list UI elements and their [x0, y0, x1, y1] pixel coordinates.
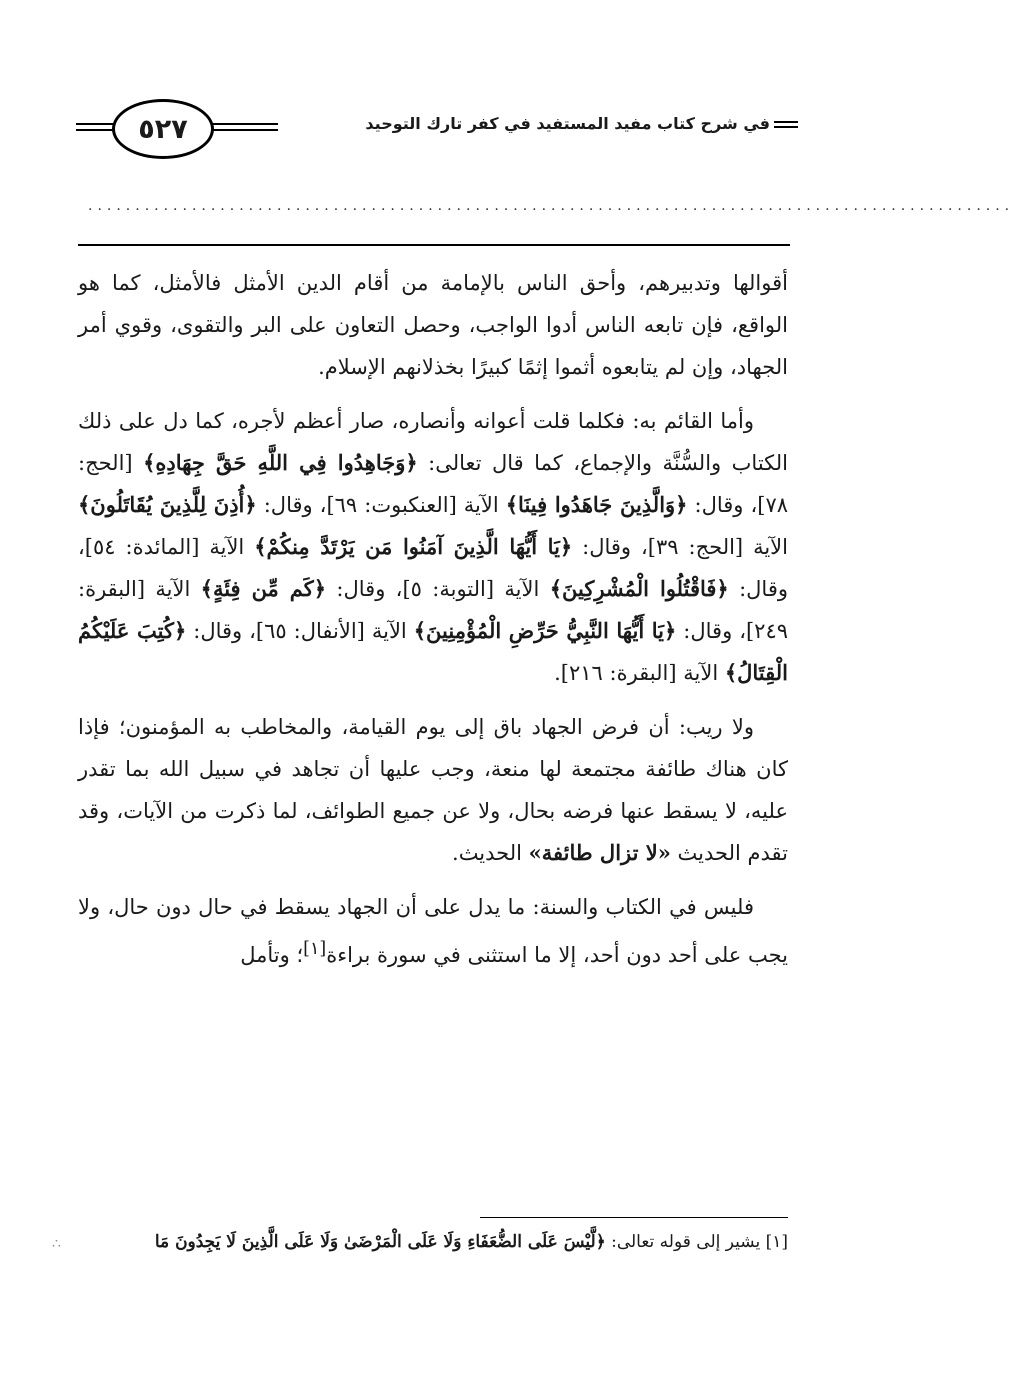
quran-quote: ﴿وَجَاهِدُوا فِي اللَّهِ حَقَّ جِهَادِهِ﴾	[143, 450, 418, 475]
quran-quote: ﴿وَالَّذِينَ جَاهَدُوا فِينَا﴾	[505, 492, 688, 517]
footnote	[78, 1226, 788, 1258]
paragraph	[78, 886, 788, 976]
text-run: فليس في الكتاب والسنة: ما يدل على أن الجهاد يسقط في حال دون حال، ولا يجب على أحد دون أحد، إلا ما استثنى في سورة براءة	[78, 895, 788, 967]
paragraph	[78, 400, 788, 694]
footnote-quote: ﴿لَّيْسَ عَلَى الضُّعَفَاءِ وَلَا عَلَى الْمَرْضَىٰ وَلَا عَلَى الَّذِينَ لَا يَجِدُونَ مَا	[154, 1232, 606, 1252]
running-title	[365, 114, 798, 133]
text-run: [الحج: ٧٨]، وقال:	[78, 451, 789, 517]
quran-quote: ﴿كُتِبَ عَلَيْكُمُ الْقِتَالُ﴾	[78, 618, 788, 685]
paragraph	[78, 706, 788, 874]
quran-quote: «لا تزال طائفة»	[528, 840, 671, 865]
footnote-rule	[480, 1217, 788, 1218]
margin-mark: ∴	[52, 1236, 61, 1252]
ornament-line-right	[208, 123, 278, 131]
text-run: الآية [الأنفال: ٦٥]، وقال:	[186, 619, 414, 643]
quran-quote: ﴿أُذِنَ لِلَّذِينَ يُقَاتَلُونَ﴾	[78, 492, 257, 517]
footnote-ref: [١]	[303, 939, 327, 959]
page-number-ornament	[68, 92, 278, 164]
dotted-separator: ..................................................................................................	[88, 198, 1014, 214]
text-run: الآية [الحج: ٣٩]، وقال:	[572, 535, 788, 559]
footnote-number: [١]	[765, 1232, 788, 1252]
footnote-text: يشير إلى قوله تعالى:	[605, 1232, 766, 1252]
text-run: أقوالها وتدبيرهم، وأحق الناس بالإمامة من أقام الدين الأمثل فالأمثل، كما هو الواقع، فإن تابعه الناس أدوا الواجب، وحصل التعاون على البر والتقوى، وقوي أمر الجهاد، وإن لم يتابعوه أثموا إثمًا كبيرًا بخذلانهم الإسلام.	[78, 271, 788, 379]
paragraph	[78, 262, 788, 388]
text-run: الحديث.	[452, 841, 529, 865]
quran-quote: ﴿فَاقْتُلُوا الْمُشْرِكِينَ﴾	[549, 576, 729, 601]
text-run: الآية [البقرة: ٢٤٩]، وقال:	[78, 577, 789, 643]
text-run: الآية [البقرة: ٢١٦].	[554, 661, 725, 685]
text-run: الآية [العنكبوت: ٦٩]، وقال:	[256, 493, 506, 517]
quran-quote: ﴿يَا أَيُّهَا النَّبِيُّ حَرِّضِ الْمُؤْمِنِينَ﴾	[413, 618, 677, 643]
text-run: وأما القائم به: فكلما قلت أعوانه وأنصاره، صار أعظم لأجره، كما دل على ذلك الكتاب والسُّنَّة والإجماع، كما قال تعالى:	[78, 409, 788, 475]
page-number: ٥٢٧	[112, 99, 214, 159]
text-run: ولا ريب: أن فرض الجهاد باق إلى يوم القيامة، والمخاطب به المؤمنون؛ فإذا كان هناك طائفة مجتمعة لها منعة، وجب عليها أن تجاهد في سبيل الله بما تقدر عليه، لا يسقط عنها فرضه بحال، ولا عن جميع الطوائف، لما ذكرت من الآيات، وقد تقدم الحديث	[78, 715, 788, 865]
title-dash-ornament	[774, 121, 798, 128]
quran-quote: ﴿كَم مِّن فِئَةٍ﴾	[200, 576, 327, 601]
running-title-text: في شرح كتاب مفيد المستفيد في كفر تارك التوحيد	[365, 114, 770, 133]
text-run: الآية [التوبة: ٥]، وقال:	[326, 577, 550, 601]
text-run: الآية [المائدة: ٥٤]، وقال:	[78, 535, 789, 601]
body-text	[78, 262, 788, 988]
page-header	[68, 92, 798, 172]
header-rule	[78, 244, 790, 246]
quran-quote: ﴿يَا أَيُّهَا الَّذِينَ آمَنُوا مَن يَرْتَدَّ مِنكُمْ﴾	[254, 534, 573, 559]
text-run: ؛ وتأمل	[240, 943, 304, 967]
